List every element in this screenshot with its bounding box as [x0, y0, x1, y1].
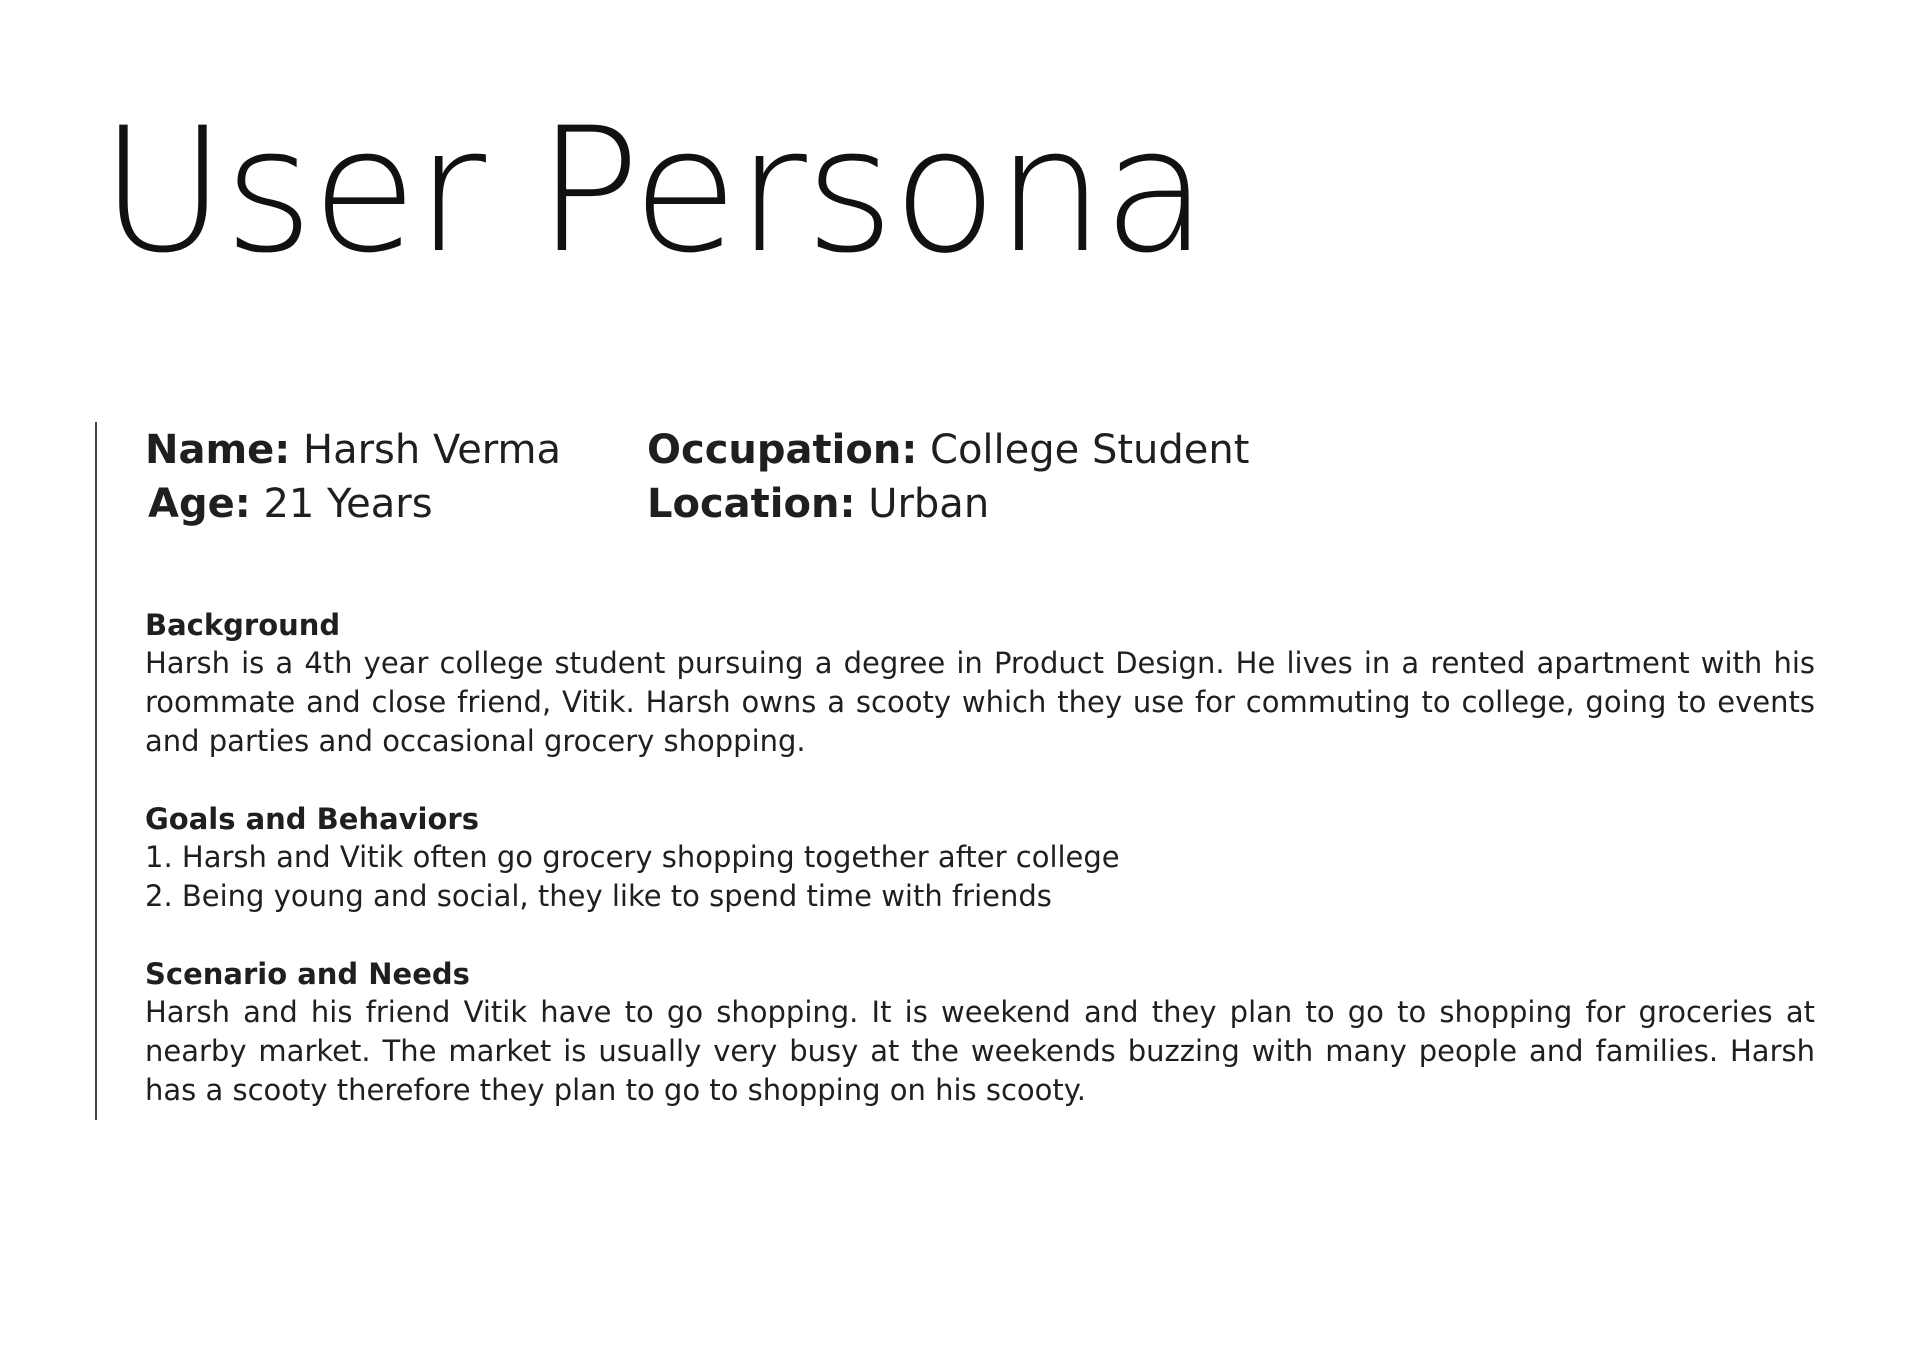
name-field [145, 427, 562, 473]
background-text: Harsh is a 4th year college student pursuing a degree in Product Design. He lives in a rented apartment with his roommate and close friend, Vitik. Harsh owns a scooty which they use for commuting to college, going to events and parties and occasional grocery shopping. [145, 646, 1815, 758]
location-value: Urban [868, 481, 990, 527]
goals-section [145, 800, 1815, 916]
age-field [148, 481, 433, 527]
vertical-divider [95, 422, 97, 1120]
name-value: Harsh Verma [303, 427, 562, 473]
occupation-value: College Student [930, 427, 1250, 473]
age-label: Age: [148, 481, 251, 527]
location-label: Location: [647, 481, 856, 527]
scenario-text: Harsh and his friend Vitik have to go shopping. It is weekend and they plan to go to shopping for groceries at nearby market. The market is usually very busy at the weekends buzzing with many people and families. Harsh has a scooty therefore they plan to go to shopping on his scooty. [145, 995, 1815, 1107]
name-label: Name: [145, 427, 291, 473]
occupation-field [647, 427, 1250, 473]
age-value: 21 Years [263, 481, 433, 527]
location-field [647, 481, 990, 527]
page-title: User Persona [100, 90, 1207, 291]
occupation-label: Occupation: [647, 427, 918, 473]
background-section [145, 606, 1815, 761]
background-heading: Background [145, 608, 341, 642]
scenario-section [145, 955, 1815, 1110]
scenario-heading: Scenario and Needs [145, 957, 470, 991]
list-item: 1. Harsh and Vitik often go grocery shopping together after college [145, 840, 1120, 874]
goals-heading: Goals and Behaviors [145, 802, 479, 836]
list-item: 2. Being young and social, they like to spend time with friends [145, 879, 1052, 913]
